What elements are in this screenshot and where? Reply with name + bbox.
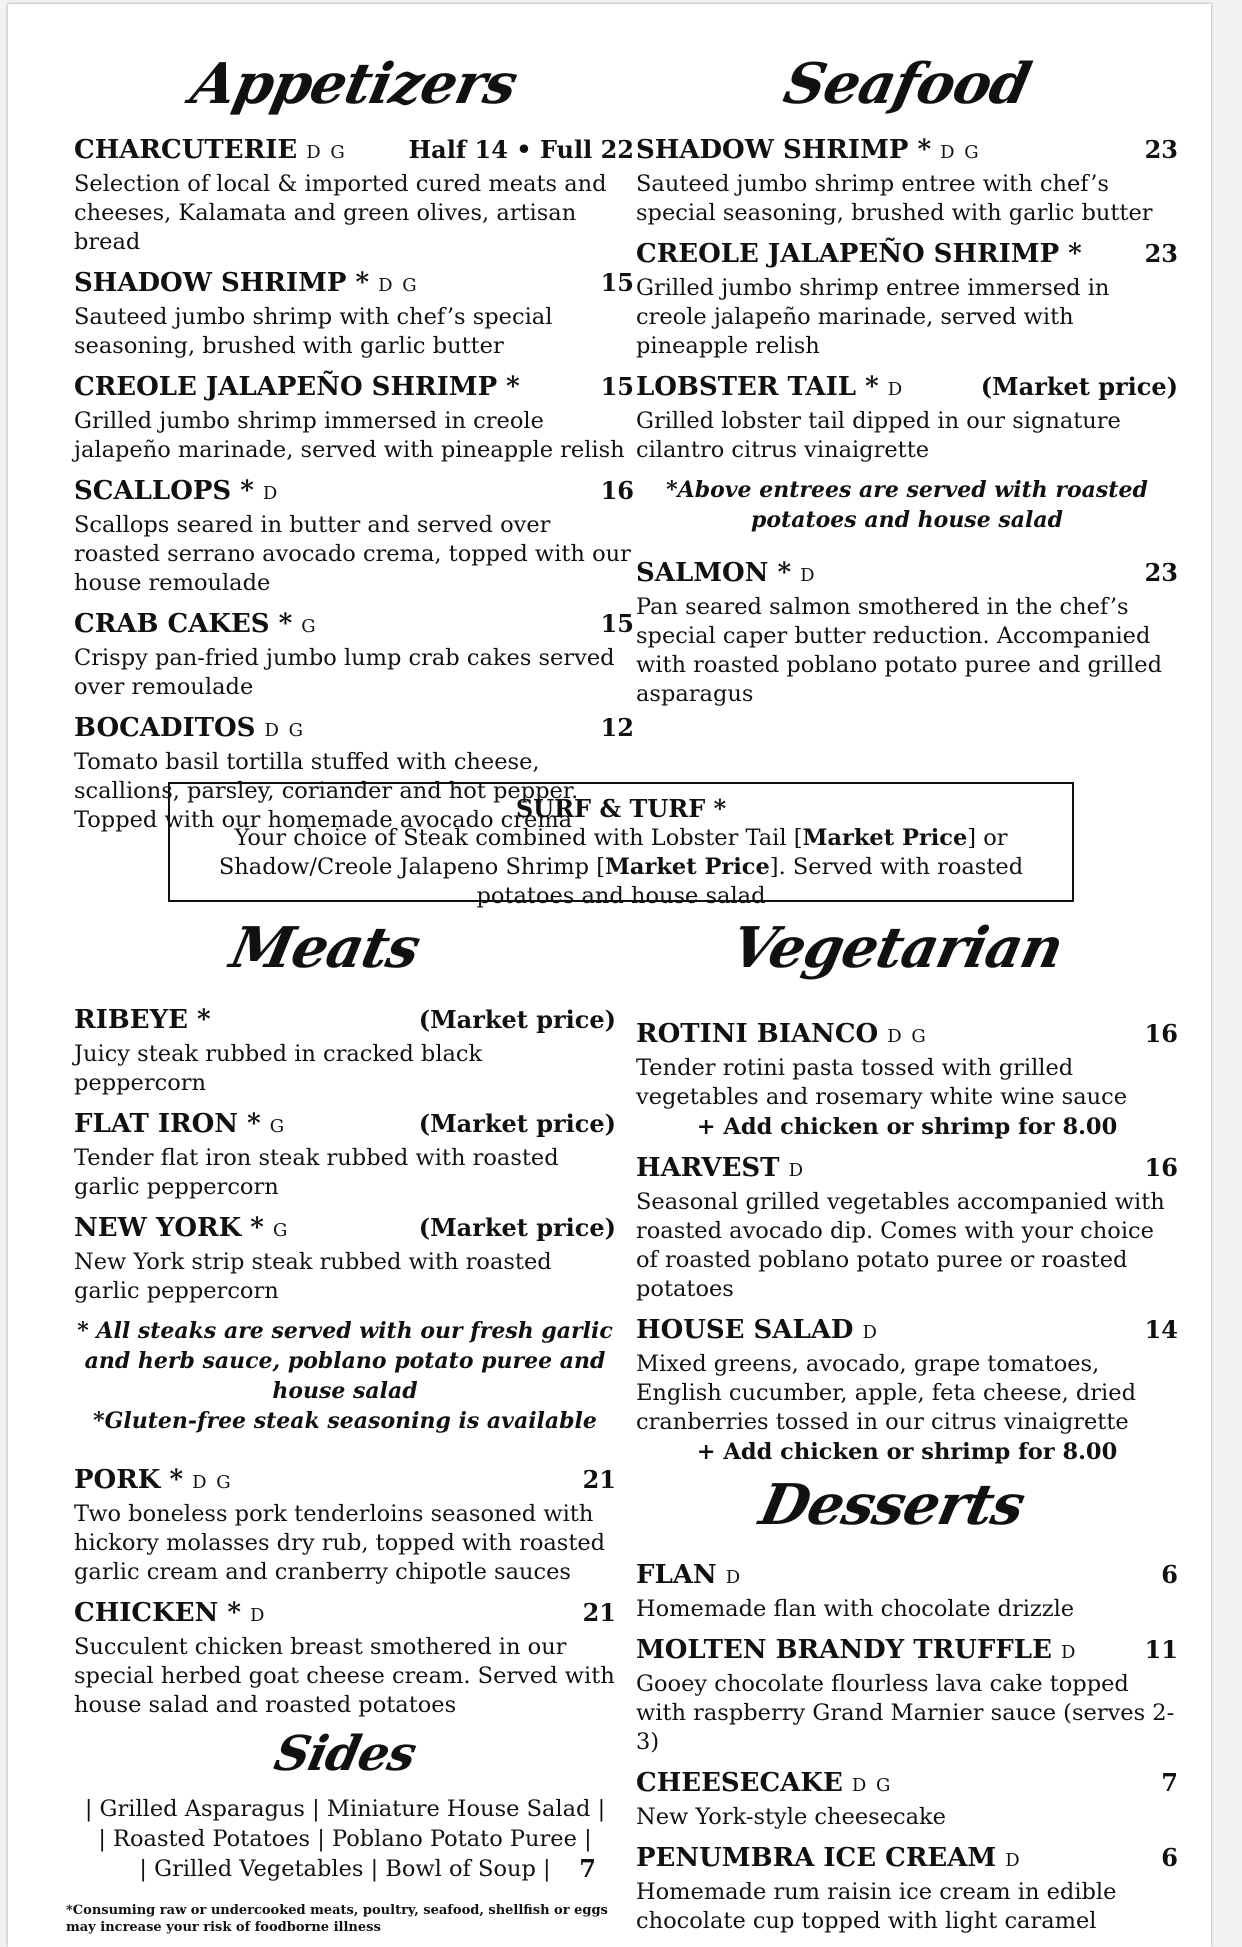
sides-price: 7 xyxy=(579,1854,596,1883)
raw-food-footnote: *Consuming raw or undercooked meats, poultry, seafood, shellfish or eggs may increase your risk of foodborne illness xyxy=(66,1903,608,1935)
appetizers-title: Appetizers xyxy=(185,51,523,117)
item-price: 7 xyxy=(1161,1768,1178,1797)
dietary-tags: G xyxy=(272,1220,290,1241)
vegetarian-list xyxy=(636,1018,1178,1467)
menu-item xyxy=(74,1004,616,1098)
dietary-tags: D G xyxy=(378,275,419,296)
menu-item xyxy=(74,475,634,598)
item-name-wrap xyxy=(74,1597,266,1632)
menu-item xyxy=(636,1842,1178,1936)
meats-list xyxy=(74,1004,616,1306)
sides-line-2: | Roasted Potatoes | Poblano Potato Puree | xyxy=(98,1826,592,1852)
item-name-wrap xyxy=(636,1152,805,1187)
dietary-tags: D xyxy=(250,1605,267,1626)
dietary-tags: G xyxy=(269,1116,287,1137)
dietary-tags: D xyxy=(1060,1642,1078,1663)
item-description: Scallops seared in butter and served over roasted serrano avocado crema, topped with our house remoulade xyxy=(74,512,631,596)
item-description: Pan seared salmon smothered in the chef’s special caper butter reduction. Accompanied with roasted poblano potato puree and grilled asparagus xyxy=(636,594,1162,707)
meats-list-2 xyxy=(74,1464,616,1720)
vegetarian-section xyxy=(636,915,1178,1946)
desserts-title: Desserts xyxy=(754,1472,1030,1538)
item-name: SHADOW SHRIMP * xyxy=(636,135,932,165)
menu-item xyxy=(74,267,634,361)
item-name-wrap xyxy=(74,1108,286,1143)
dietary-tags: D xyxy=(1005,1850,1022,1871)
sides-line-3: | Grilled Vegetables | Bowl of Soup | xyxy=(139,1856,551,1882)
item-description: Tender flat iron steak rubbed with roasted garlic peppercorn xyxy=(74,1145,559,1200)
appetizers-section xyxy=(74,51,634,845)
item-name: SHADOW SHRIMP * xyxy=(74,268,370,298)
item-description: New York strip steak rubbed with roasted garlic peppercorn xyxy=(74,1249,552,1304)
item-price: 21 xyxy=(582,1598,616,1627)
item-price: (Market price) xyxy=(980,372,1178,401)
item-description: Grilled lobster tail dipped in our signature cilantro citrus vinaigrette xyxy=(636,408,1121,463)
surf-turf-title: SURF & TURF * xyxy=(515,794,727,823)
vegetarian-title: Vegetarian xyxy=(725,915,1069,981)
item-name: CRAB CAKES * xyxy=(74,609,293,639)
item-description: New York-style cheesecake xyxy=(636,1804,946,1830)
surf-and-turf-box xyxy=(168,782,1074,909)
dietary-tags: D G xyxy=(306,142,347,163)
item-name: CHEESECAKE xyxy=(636,1768,843,1798)
item-description: Tender rotini pasta tossed with grilled vegetables and rosemary white wine sauce xyxy=(636,1055,1128,1110)
item-price: 15 xyxy=(600,268,634,297)
item-name-wrap xyxy=(74,1004,211,1039)
item-header xyxy=(74,1212,616,1247)
add-on-note: + Add chicken or shrimp for 8.00 xyxy=(696,1439,1118,1465)
item-description: Homemade flan with chocolate drizzle xyxy=(636,1596,1075,1622)
item-price: 21 xyxy=(582,1465,616,1494)
item-name-wrap xyxy=(74,475,279,510)
item-name-wrap xyxy=(636,1767,892,1802)
item-name: SALMON * xyxy=(636,558,792,588)
item-description: Sauteed jumbo shrimp with chef’s special seasoning, brushed with garlic butter xyxy=(74,304,553,359)
item-description: Sauteed jumbo shrimp entree with chef’s special seasoning, brushed with garlic butter xyxy=(636,171,1153,226)
menu-page xyxy=(8,4,1211,1947)
gluten-free-note: *Gluten-free steak seasoning is available xyxy=(93,1408,597,1434)
item-name: FLAN xyxy=(636,1560,717,1590)
item-header xyxy=(636,371,1178,406)
menu-item xyxy=(636,1314,1178,1467)
item-name: CHICKEN * xyxy=(74,1598,241,1628)
item-name-wrap xyxy=(74,1464,233,1499)
item-description: Selection of local & imported cured meats and cheeses, Kalamata and green olives, artisan bread xyxy=(74,171,607,255)
menu-item xyxy=(636,371,1178,465)
item-name-wrap xyxy=(636,371,904,406)
item-name-wrap xyxy=(74,1212,289,1247)
item-header xyxy=(74,1464,616,1499)
item-name: HOUSE SALAD xyxy=(636,1315,854,1345)
item-price: (Market price) xyxy=(418,1109,616,1138)
item-name: HARVEST xyxy=(636,1153,780,1183)
menu-item xyxy=(74,1212,616,1306)
dietary-tags: D xyxy=(887,379,905,400)
item-name: NEW YORK * xyxy=(74,1213,264,1243)
item-header xyxy=(74,371,634,406)
item-description: Seasonal grilled vegetables accompanied with roasted avocado dip. Comes with your choice of roasted poblano potato puree or roasted potatoes xyxy=(636,1189,1165,1302)
item-name: FLAT IRON * xyxy=(74,1109,261,1139)
menu-item xyxy=(636,238,1178,361)
item-name-wrap xyxy=(74,712,305,747)
desserts-list xyxy=(636,1559,1178,1936)
item-price: 23 xyxy=(1144,239,1178,268)
item-price: 23 xyxy=(1144,135,1178,164)
dietary-tags: G xyxy=(301,616,318,637)
item-name-wrap xyxy=(636,134,981,169)
item-header xyxy=(74,267,634,302)
item-price: 14 xyxy=(1144,1315,1178,1344)
dietary-tags: D xyxy=(262,483,280,504)
steak-note: * All steaks are served with our fresh garlic and herb sauce, poblano potato puree and house salad xyxy=(77,1318,613,1404)
seafood-section xyxy=(636,51,1178,719)
item-header xyxy=(636,1767,1178,1802)
item-description: Tomato basil tortilla stuffed with cheese, scallions, parsley, coriander and hot pepper. Topped with our homemade avocado crema xyxy=(74,749,579,833)
item-price: 15 xyxy=(600,609,634,638)
item-name-wrap xyxy=(636,1018,928,1053)
item-name: CHARCUTERIE xyxy=(74,135,298,165)
dietary-tags: D xyxy=(800,565,817,586)
menu-item xyxy=(74,1108,616,1202)
item-price: 23 xyxy=(1144,558,1178,587)
item-header xyxy=(636,557,1178,592)
meats-title: Meats xyxy=(224,915,426,981)
item-description: Succulent chicken breast smothered in our special herbed goat cheese cream. Served with house salad and roasted potatoes xyxy=(74,1634,615,1718)
item-name-wrap xyxy=(636,1634,1077,1669)
item-name: ROTINI BIANCO xyxy=(636,1019,879,1049)
item-price: 16 xyxy=(1144,1019,1178,1048)
item-price: 16 xyxy=(600,476,634,505)
item-price: 6 xyxy=(1161,1843,1178,1872)
surf-turf-desc: Your choice of Steak combined with Lobster Tail [Market Price] or Shadow/Creole Jalapeno Shrimp [Market Price]. Served with roasted potatoes and house salad xyxy=(218,825,1024,909)
menu-item xyxy=(74,371,634,465)
dietary-tags: D xyxy=(862,1322,879,1343)
dietary-tags: D xyxy=(788,1160,806,1181)
item-name: PORK * xyxy=(74,1465,184,1495)
item-header xyxy=(636,238,1178,273)
seafood-note: *Above entrees are served with roasted potatoes and house salad xyxy=(666,477,1148,533)
sides-list xyxy=(74,1794,616,1884)
item-header xyxy=(74,712,634,747)
item-name-wrap xyxy=(636,1842,1022,1877)
dietary-tags: D G xyxy=(940,142,981,163)
item-name-wrap xyxy=(74,134,347,169)
item-price: (Market price) xyxy=(418,1005,616,1034)
item-price: Half 14 • Full 22 xyxy=(408,135,634,164)
item-header xyxy=(74,1597,616,1632)
dietary-tags: D G xyxy=(192,1472,233,1493)
menu-item xyxy=(636,1559,1178,1624)
item-description: Crispy pan-fried jumbo lump crab cakes served over remoulade xyxy=(74,645,615,700)
item-header xyxy=(636,1018,1178,1053)
add-on-note: + Add chicken or shrimp for 8.00 xyxy=(696,1114,1118,1140)
item-description: Gooey chocolate flourless lava cake topped with raspberry Grand Marnier sauce (serves 2-3) xyxy=(636,1671,1175,1755)
item-header xyxy=(636,1634,1178,1669)
menu-item xyxy=(636,1767,1178,1832)
menu-item xyxy=(636,1634,1178,1757)
item-name: LOBSTER TAIL * xyxy=(636,372,879,402)
menu-item xyxy=(74,1464,616,1587)
item-name: MOLTEN BRANDY TRUFFLE xyxy=(636,1635,1052,1665)
item-price: 6 xyxy=(1161,1560,1178,1589)
item-name-wrap xyxy=(74,267,419,302)
item-description: Two boneless pork tenderloins seasoned with hickory molasses dry rub, topped with roasted garlic cream and cranberry chipotle sauces xyxy=(74,1501,606,1585)
item-name: SCALLOPS * xyxy=(74,476,254,506)
menu-item xyxy=(74,134,634,257)
item-header xyxy=(74,608,634,643)
seafood-title: Seafood xyxy=(778,51,1036,117)
item-header xyxy=(636,1314,1178,1349)
meats-section xyxy=(66,915,616,1936)
item-header xyxy=(636,1559,1178,1594)
item-description: Mixed greens, avocado, grape tomatoes, English cucumber, apple, feta cheese, dried cranberries tossed in our citrus vinaigrette xyxy=(636,1351,1136,1435)
dietary-tags: D G xyxy=(264,720,306,741)
item-name: PENUMBRA ICE CREAM xyxy=(636,1843,997,1873)
item-header xyxy=(636,1842,1178,1877)
item-header xyxy=(74,1108,616,1143)
seafood-list xyxy=(636,134,1178,465)
item-name: BOCADITOS xyxy=(74,713,256,743)
item-price: 11 xyxy=(1144,1635,1178,1664)
dietary-tags: D G xyxy=(851,1775,893,1796)
item-name-wrap xyxy=(636,238,1082,273)
dietary-tags: D G xyxy=(887,1026,928,1047)
item-header xyxy=(636,1152,1178,1187)
item-description: Grilled jumbo shrimp immersed in creole jalapeño marinade, served with pineapple relish xyxy=(74,408,625,463)
item-price: 16 xyxy=(1144,1153,1178,1182)
item-name-wrap xyxy=(74,371,520,406)
item-name: CREOLE JALAPEÑO SHRIMP * xyxy=(74,372,520,402)
item-header xyxy=(74,1004,616,1039)
item-name: CREOLE JALAPEÑO SHRIMP * xyxy=(636,239,1082,269)
item-name-wrap xyxy=(74,608,318,643)
appetizers-list xyxy=(74,134,634,835)
menu-item xyxy=(74,1597,616,1720)
item-name-wrap xyxy=(636,557,817,592)
sides-title: Sides xyxy=(269,1726,421,1782)
item-header xyxy=(636,134,1178,169)
item-price: 12 xyxy=(600,713,634,742)
item-description: Homemade rum raisin ice cream in edible chocolate cup topped with light caramel xyxy=(636,1879,1117,1934)
item-description: Juicy steak rubbed in cracked black peppercorn xyxy=(74,1041,483,1096)
item-price: 15 xyxy=(600,372,634,401)
menu-item xyxy=(636,134,1178,228)
menu-item xyxy=(636,1152,1178,1304)
item-name-wrap xyxy=(636,1314,879,1349)
item-header xyxy=(74,475,634,510)
item-name: RIBEYE * xyxy=(74,1005,211,1035)
salmon-entry xyxy=(636,557,1178,709)
menu-item xyxy=(636,1018,1178,1142)
dietary-tags: D xyxy=(725,1567,743,1588)
menu-item xyxy=(74,608,634,702)
item-header xyxy=(74,134,634,169)
item-price: (Market price) xyxy=(418,1213,616,1242)
menu-item xyxy=(636,557,1178,709)
item-description: Grilled jumbo shrimp entree immersed in creole jalapeño marinade, served with pineapple relish xyxy=(636,275,1110,359)
item-name-wrap xyxy=(636,1559,742,1594)
sides-line-1: | Grilled Asparagus | Miniature House Salad | xyxy=(84,1796,606,1822)
